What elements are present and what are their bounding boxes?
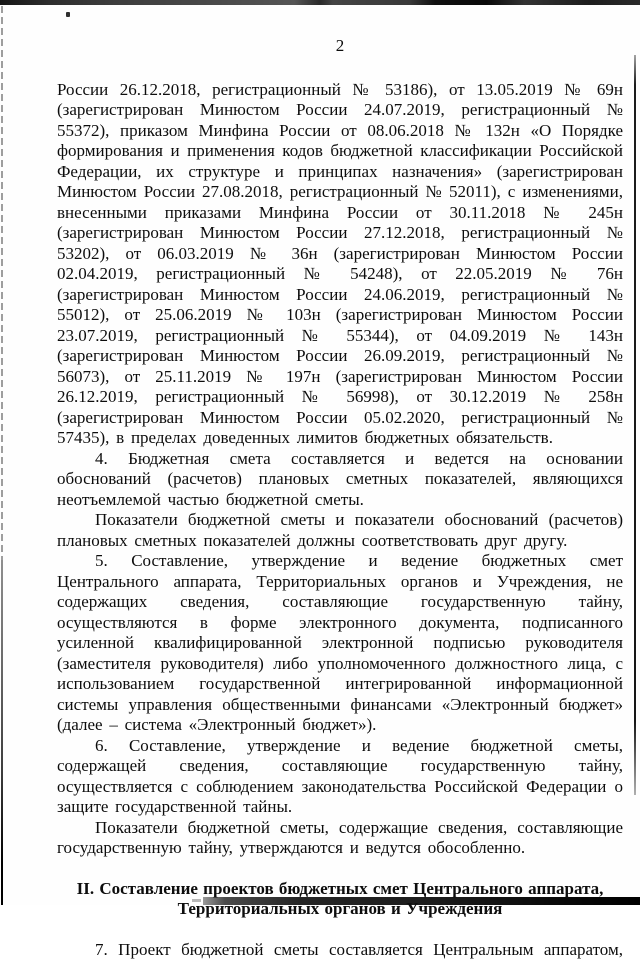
section-heading-line-1: II. Составление проектов бюджетных смет Центрального аппарата, bbox=[57, 879, 623, 900]
page-number: 2 bbox=[57, 36, 623, 57]
scan-artifact-right-edge-line bbox=[634, 55, 636, 795]
paragraph-item-5: 5. Составление, утверждение и ведение бюджетных смет Центрального аппарата, Территориальных органов и Учреждения, не содержащих сведения, составляющие государственную тайну, осуществляются в форме электронного документа, подписанного усиленной квалифицированной электронной подписью руководителя (заместителя руководителя) либо уполномоченного должностного лица, с использованием государственной интегрированной информационной системы управления общественными финансами «Электронный бюджет» (далее – система «Электронный бюджет»). bbox=[57, 551, 623, 736]
section-heading-II bbox=[57, 879, 623, 920]
scan-artifact-top-bar bbox=[0, 0, 640, 5]
scan-artifact-left-edge-line bbox=[1, 6, 3, 560]
document-text-block bbox=[57, 36, 623, 960]
paragraph-item-7: 7. Проект бюджетной сметы составляется Центральным аппаратом, bbox=[57, 940, 623, 960]
section-heading-line-2: Территориальных органов и Учреждения bbox=[57, 899, 623, 920]
paragraph-continuation-orders-list: России 26.12.2018, регистрационный № 53186), от 13.05.2019 № 69н (зарегистрирован Минюстом России 24.07.2019, регистрационный № 55372), приказом Минфина России от 08.06.2018 № 132н «О Порядке формирования и применения кодов бюджетной классификации Российской Федерации, их структуре и принципах назначения» (зарегистрирован Минюстом России 27.08.2018, регистрационный № 52011), с изменениями, внесенными приказами Минфина России от 30.11.2018 № 245н (зарегистрирован Минюстом России 27.12.2018, регистрационный № 53202), от 06.03.2019 № 36н (зарегистрирован Минюстом России 02.04.2019, регистрационный № 54248), от 22.05.2019 № 76н (зарегистрирован Минюстом России 24.06.2019, регистрационный № 55012), от 25.06.2019 № 103н (зарегистрирован Минюстом России 23.07.2019, регистрационный № 55344), от 04.09.2019 № 143н (зарегистрирован Минюстом России 26.09.2019, регистрационный № 56073), от 25.11.2019 № 197н (зарегистрирован Минюстом России 26.12.2019, регистрационный № 56998), от 30.12.2019 № 258н (зарегистрирован Минюстом России 05.02.2020, регистрационный № 57435), в пределах доведенных лимитов бюджетных обязательств. bbox=[57, 80, 623, 449]
paragraph-item-6: 6. Составление, утверждение и ведение бюджетной сметы, содержащей сведения, составляющие государственную тайну, осуществляется с соблюдением законодательства Российской Федерации о защите государственной тайны. bbox=[57, 736, 623, 818]
paragraph-item-4-note: Показатели бюджетной сметы и показатели обоснований (расчетов) плановых сметных показателей должны соответствовать друг другу. bbox=[57, 510, 623, 551]
paragraph-item-4: 4. Бюджетная смета составляется и ведется на основании обоснований (расчетов) плановых сметных показателей, являющихся неотъемлемой частью бюджетной сметы. bbox=[57, 449, 623, 511]
paragraph-item-6-note: Показатели бюджетной сметы, содержащие сведения, составляющие государственную тайну, утверждаются и ведутся обособленно. bbox=[57, 818, 623, 859]
scan-artifact-dot bbox=[66, 12, 70, 17]
scan-artifact-left-edge-line-dark bbox=[1, 560, 3, 905]
